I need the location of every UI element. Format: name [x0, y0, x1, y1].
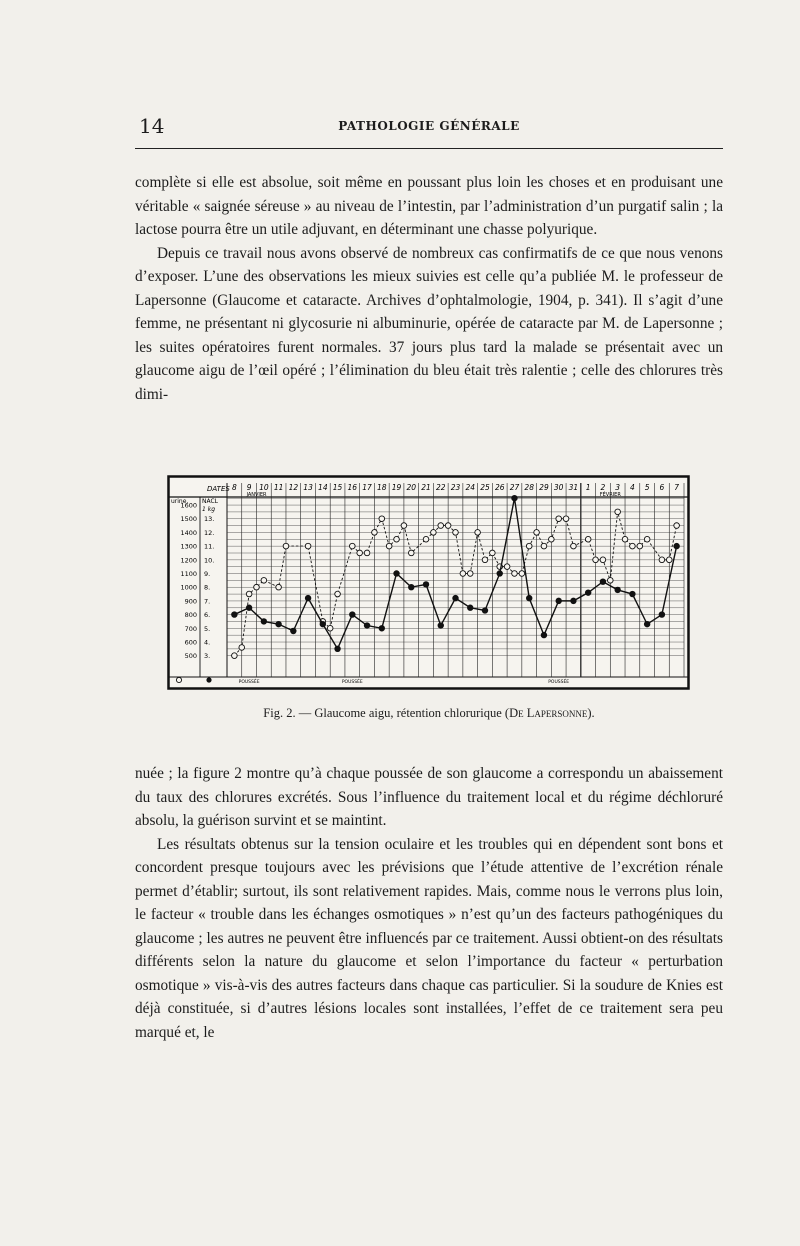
date-tick-label: 22 [435, 483, 446, 492]
nacl-point [555, 598, 561, 604]
urine-point [630, 543, 636, 549]
nacl-point [305, 595, 311, 601]
date-tick-label: 29 [539, 483, 549, 492]
urine-label: urine. [171, 498, 189, 505]
poussee-annotation: POUSSÉE [341, 680, 363, 685]
caption-prefix: Fig. 2. — [263, 706, 312, 720]
chart-svg [167, 475, 690, 690]
urine-point [490, 550, 496, 556]
urine-tick-label: 1100 [180, 569, 197, 578]
nacl-point [246, 605, 252, 611]
urine-point [460, 571, 466, 577]
nacl-point [600, 578, 606, 584]
nacl-point [541, 632, 547, 638]
urine-point [644, 536, 650, 542]
urine-point [563, 516, 569, 522]
poussee-annotation: POUSSÉE [238, 680, 260, 685]
nacl-point [497, 570, 503, 576]
urine-tick-label: 800 [184, 611, 197, 620]
figure-caption [135, 706, 723, 721]
nacl-tick-label: 5. [204, 624, 211, 633]
text-block-bottom [135, 762, 723, 1044]
urine-point [283, 543, 289, 549]
urine-tick-label: 500 [184, 652, 197, 661]
date-tick-label: 30 [553, 483, 564, 492]
nacl-point [379, 625, 385, 631]
date-tick-label: 25 [480, 483, 490, 492]
urine-point [593, 557, 599, 563]
date-tick-label: 3 [615, 483, 621, 492]
poussee-annotation: POUSSÉE [548, 680, 570, 685]
urine-point [453, 530, 459, 536]
date-tick-label: 8 [231, 483, 237, 492]
date-tick-label: 9 [246, 483, 252, 492]
nacl-unit: 1 kg [202, 506, 216, 513]
date-tick-label: 12 [288, 483, 299, 492]
urine-tick-label: 700 [184, 624, 197, 633]
urine-point [394, 536, 400, 542]
paragraph: complète si elle est absolue, soit même en poussant plus loin les choses et en produisant une véritable « saignée séreuse » au niveau de l’intestin, par l’administration d’un purgatif salin ; la lactose pourra être un utile adjuvant, en déterminant une chasse polyurique. [135, 174, 723, 238]
nacl-point [438, 622, 444, 628]
date-tick-label: 18 [377, 483, 387, 492]
date-tick-label: 5 [644, 483, 650, 492]
urine-point [239, 645, 245, 651]
date-tick-label: 27 [509, 483, 520, 492]
urine-tick-label: 1600 [180, 501, 197, 510]
urine-point [504, 564, 510, 570]
urine-tick-label: 1200 [180, 556, 197, 565]
nacl-point [423, 581, 429, 587]
date-tick-label: 6 [659, 483, 665, 492]
urine-tick-label: 1300 [180, 542, 197, 551]
urine-point [467, 571, 473, 577]
dates-label: DATES [207, 485, 230, 493]
nacl-point [659, 611, 665, 617]
nacl-tick-label: 9. [204, 569, 211, 578]
nacl-point [467, 605, 473, 611]
urine-tick-label: 600 [184, 638, 197, 647]
date-tick-label: 2 [600, 483, 606, 492]
nacl-point [570, 598, 576, 604]
nacl-tick-label: 11. [204, 542, 215, 551]
legend-open-marker [176, 677, 181, 682]
urine-point [666, 557, 672, 563]
date-tick-label: 31 [568, 483, 579, 492]
header-rule [135, 148, 723, 149]
urine-point [357, 550, 363, 556]
urine-point [408, 550, 414, 556]
nacl-label: NACL [202, 498, 219, 505]
nacl-point [320, 621, 326, 627]
urine-point [386, 543, 392, 549]
nacl-tick-label: 8. [204, 583, 211, 592]
urine-point [372, 530, 378, 536]
urine-point [327, 625, 333, 631]
nacl-tick-label: 7. [204, 597, 211, 606]
nacl-point [364, 622, 370, 628]
date-tick-label: 15 [332, 483, 343, 492]
urine-point [445, 523, 451, 529]
caption-text: Glaucome aigu, rétention chlorurique ( [314, 706, 510, 720]
nacl-point [511, 495, 517, 501]
urine-tick-label: 1400 [180, 528, 197, 537]
text-block-top [135, 171, 723, 406]
date-tick-label: 17 [362, 483, 372, 492]
month-label: JANVIER [246, 492, 267, 498]
date-tick-label: 11 [273, 483, 284, 492]
nacl-point [452, 595, 458, 601]
running-title: PATHOLOGIE GÉNÉRALE [338, 119, 520, 133]
nacl-point [334, 646, 340, 652]
urine-point [512, 571, 518, 577]
urine-point [438, 523, 444, 529]
nacl-point [482, 607, 488, 613]
date-tick-label: 1 [585, 483, 591, 492]
urine-point [526, 543, 532, 549]
urine-point [541, 543, 547, 549]
date-tick-label: 4 [630, 483, 635, 492]
caption-end: ). [587, 706, 595, 720]
date-tick-label: 16 [347, 483, 358, 492]
date-tick-label: 19 [391, 483, 402, 492]
urine-point [519, 571, 525, 577]
date-tick-label: 23 [450, 483, 461, 492]
urine-point [556, 516, 562, 522]
urine-point [659, 557, 665, 563]
urine-point [549, 536, 555, 542]
date-tick-label: 14 [318, 483, 328, 492]
urine-point [534, 530, 540, 536]
urine-point [637, 543, 643, 549]
date-tick-label: 21 [421, 483, 431, 492]
urine-tick-label: 1000 [180, 583, 197, 592]
urine-point [335, 591, 341, 597]
urine-point [482, 557, 488, 563]
nacl-point [231, 611, 237, 617]
date-tick-label: 7 [674, 483, 680, 492]
urine-tick-label: 1500 [180, 515, 197, 524]
urine-point [615, 509, 621, 515]
nacl-point [261, 618, 267, 624]
urine-point [423, 536, 429, 542]
nacl-point [629, 591, 635, 597]
urine-point [350, 543, 356, 549]
date-tick-label: 10 [259, 483, 269, 492]
nacl-point [614, 587, 620, 593]
urine-point [246, 591, 252, 597]
paragraph: Depuis ce travail nous avons observé de nombreux cas confirmatifs de ce que nous venons d’exposer. L’une des observations les mieux suivies est celle qu’a publiée M. le professeur de Lapersonne (Glaucome et cataracte. Archives d’ophtalmologie, 1904, p. 341). Il s’agit d’une femme, ne présentant ni glycosurie ni albuminurie, opérée de cataracte par M. de Lapersonne ; les suites opératoires furent normales. 37 jours plus tard la malade se présentait avec un glaucome aigu de l’œil opéré ; l’élimination du bleu était très ralentie ; celle des chlorures très dimi- [135, 244, 723, 403]
urine-point [379, 516, 385, 522]
urine-point [571, 543, 577, 549]
nacl-tick-label: 4. [204, 638, 211, 647]
nacl-point [275, 621, 281, 627]
figure-chart [167, 475, 690, 690]
urine-point [305, 543, 311, 549]
nacl-point [408, 584, 414, 590]
urine-point [600, 557, 606, 563]
urine-point [607, 578, 613, 584]
urine-point [431, 530, 437, 536]
urine-point [364, 550, 370, 556]
urine-point [232, 653, 238, 659]
urine-point [276, 584, 282, 590]
date-tick-label: 26 [494, 483, 505, 492]
nacl-tick-label: 13. [204, 515, 215, 524]
nacl-point [585, 589, 591, 595]
urine-point [401, 523, 407, 529]
urine-point [585, 536, 591, 542]
urine-point [254, 584, 260, 590]
urine-point [674, 523, 680, 529]
caption-author: De Lapersonne [509, 706, 588, 720]
date-tick-label: 28 [524, 483, 534, 492]
nacl-tick-label: 10. [204, 556, 215, 565]
nacl-point [673, 543, 679, 549]
date-tick-label: 24 [465, 483, 476, 492]
nacl-point [349, 611, 355, 617]
paragraph: Les résultats obtenus sur la tension oculaire et les troubles qui en dépendent sont bons et concordent presque toujours avec les prévisions que l’étude attentive de l’excrétion rénale permet d’établir; surtout, ils sont relativement rapides. Mais, comme nous le verrons plus loin, le facteur « trouble dans les échanges osmotiques » n’est qu’un des facteurs pathogéniques du glaucome ; les autres ne peuvent être influencés par ce traitement. Aussi obtient-on des résultats différents selon la nature du glaucome et selon l’importance du facteur « perturbation osmotique » vis-à-vis des autres facteurs dans chaque cas particulier. Si la soudure de Knies est déjà constituée, si d’autres lésions locales sont installées, l’effet de ce traitement sera peu marqué et, le [135, 835, 723, 1041]
month-label: FÉVRIER [599, 492, 621, 498]
urine-point [475, 530, 481, 536]
date-tick-label: 20 [406, 483, 417, 492]
nacl-point [290, 628, 296, 634]
paragraph: nuée ; la figure 2 montre qu’à chaque poussée de son glaucome a correspondu un abaissement du taux des chlorures excrétés. Sous l’influence du traitement local et du régime déchloruré absolu, la guérison survint et se maintint. [135, 765, 723, 829]
urine-point [261, 578, 267, 584]
nacl-tick-label: 3. [204, 652, 211, 661]
page-number: 14 [139, 114, 165, 138]
page-header [135, 114, 723, 138]
nacl-point [644, 621, 650, 627]
urine-point [622, 536, 628, 542]
legend-filled-marker [206, 677, 211, 682]
nacl-point [393, 570, 399, 576]
date-tick-label: 13 [303, 483, 313, 492]
urine-tick-label: 900 [184, 597, 197, 606]
nacl-point [526, 595, 532, 601]
nacl-tick-label: 6. [204, 611, 211, 620]
nacl-tick-label: 12. [204, 528, 215, 537]
